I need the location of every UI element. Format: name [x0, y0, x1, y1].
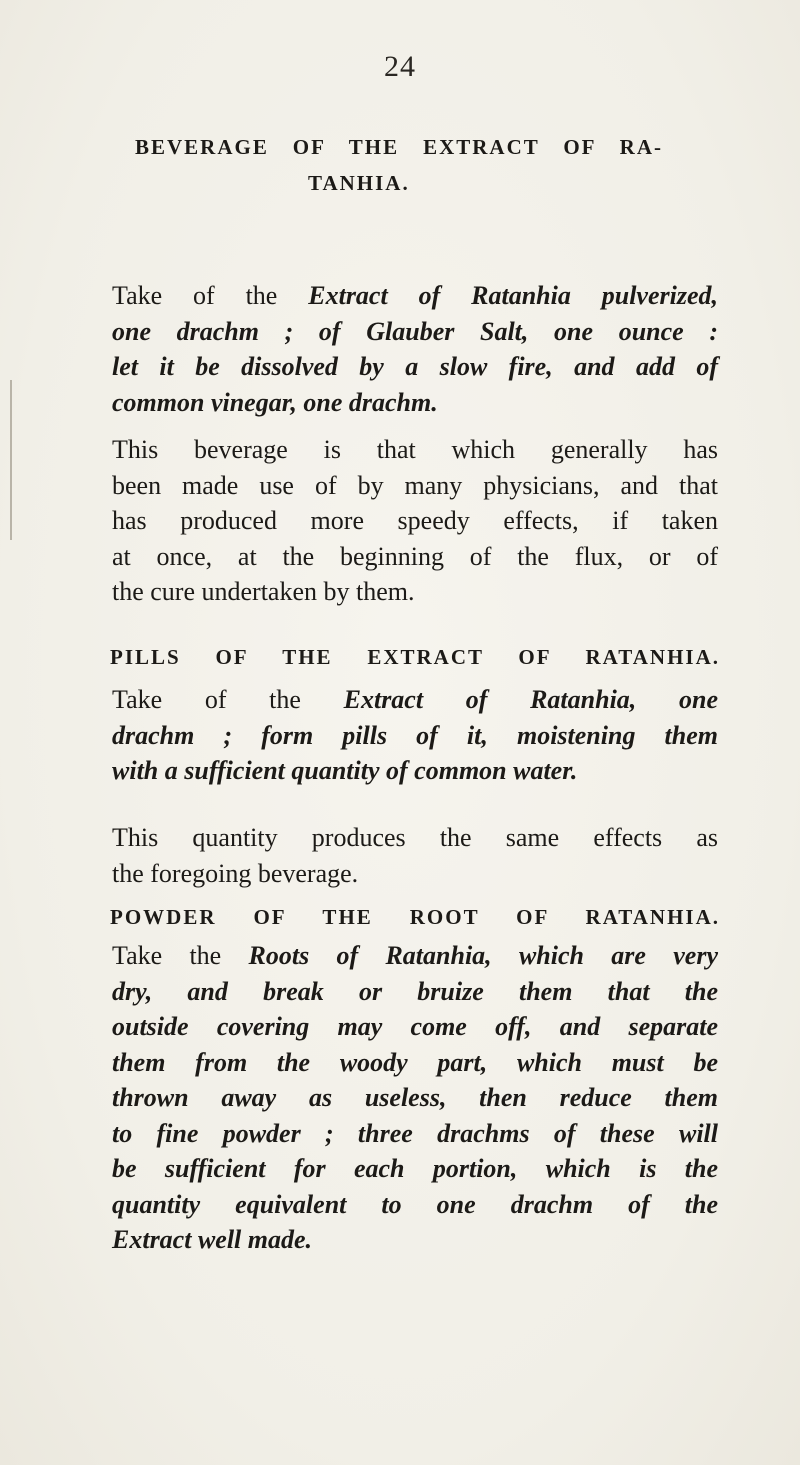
italic-text: common vinegar, one drachm. — [112, 387, 438, 417]
text-line — [112, 1187, 718, 1223]
roman-text: been made use of by many physicians, and that — [112, 470, 718, 500]
text-line — [112, 574, 718, 610]
italic-text: Extract well made. — [112, 1225, 313, 1254]
italic-text: outside covering may come off, and separate — [112, 1012, 718, 1041]
text-line — [112, 349, 718, 385]
paragraph — [112, 278, 718, 420]
text-line — [112, 432, 718, 468]
text-line — [112, 1009, 718, 1045]
text-line — [112, 503, 718, 539]
text-line — [112, 314, 718, 350]
text-line — [112, 974, 718, 1010]
text-line — [112, 820, 718, 856]
text-line — [112, 682, 718, 718]
scan-margin-mark — [10, 380, 12, 540]
text-line — [112, 278, 718, 314]
text-line — [112, 385, 718, 421]
italic-text: quantity equivalent to one drachm of the — [112, 1189, 718, 1219]
text-line — [112, 1045, 718, 1081]
italic-text: Extract of Ratanhia, one — [343, 685, 718, 714]
text-line — [112, 1222, 718, 1258]
roman-text: Take the — [112, 941, 249, 970]
italic-text: Extract of Ratanhia pulverized, — [308, 281, 718, 310]
roman-text: the cure undertaken by them. — [112, 577, 415, 606]
roman-text: This beverage is that which generally has — [112, 435, 718, 464]
italic-text: one drachm ; of Glauber Salt, one ounce : — [112, 316, 718, 346]
paragraph — [112, 432, 718, 610]
italic-text: Roots of Ratanhia, which are very — [248, 941, 718, 970]
paragraph — [112, 938, 718, 1258]
text-line — [112, 468, 718, 504]
roman-text: Take of the — [112, 281, 309, 310]
page-number: 24 — [384, 50, 416, 83]
italic-text: dry, and break or bruize them that the — [112, 976, 718, 1006]
text-line — [112, 1151, 718, 1187]
section-heading-line: PILLS OF THE EXTRACT OF RATANHIA. — [110, 645, 720, 669]
text-line — [112, 539, 718, 575]
text-line — [112, 938, 718, 974]
section-heading-line: POWDER OF THE ROOT OF RATANHIA. — [110, 905, 720, 929]
roman-text: has produced more speedy effects, if taken — [112, 506, 718, 535]
text-line — [112, 753, 718, 789]
italic-text: them from the woody part, which must be — [112, 1047, 718, 1077]
roman-text: at once, at the beginning of the flux, or of — [112, 541, 718, 571]
italic-text: to fine powder ; three drachms of these will — [112, 1118, 718, 1148]
roman-text: the foregoing beverage. — [112, 858, 359, 888]
italic-text: thrown away as useless, then reduce them — [112, 1083, 718, 1112]
section-heading-line: BEVERAGE OF THE EXTRACT OF RA- — [135, 135, 663, 159]
text-line — [112, 1080, 718, 1116]
roman-text: Take of the — [112, 685, 344, 714]
text-line — [112, 856, 718, 892]
italic-text: be sufficient for each portion, which is the — [112, 1154, 718, 1183]
section-heading-line: TANHIA. — [308, 171, 410, 195]
italic-text: drachm ; form pills of it, moistening them — [112, 720, 718, 750]
paragraph — [112, 682, 718, 789]
italic-text: let it be dissolved by a slow fire, and add of — [112, 352, 718, 381]
text-line — [112, 718, 718, 754]
paragraph — [112, 820, 718, 891]
text-line — [112, 1116, 718, 1152]
italic-text: with a sufficient quantity of common water. — [112, 756, 578, 785]
roman-text: This quantity produces the same effects as — [112, 823, 718, 852]
